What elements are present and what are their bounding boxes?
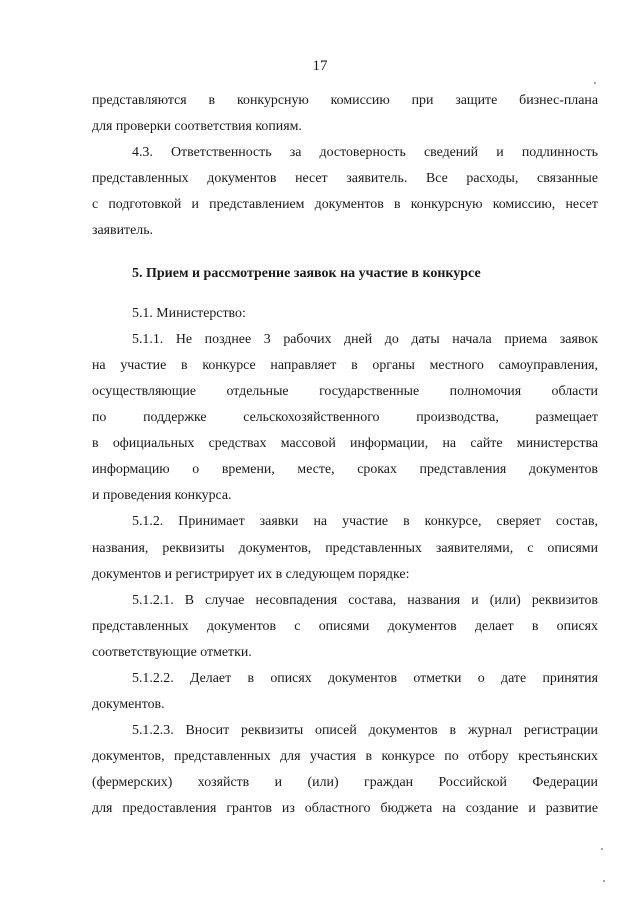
text-line: осуществляющие отдельные государственные полномочия области [92, 383, 598, 399]
paragraph-5-1 [92, 301, 598, 327]
paragraph-5-1-2-2 [92, 666, 598, 718]
text-line: 5.1.2.2. Делает в описях документов отметки о дате принятия [132, 670, 598, 686]
paragraph-continuation [92, 88, 598, 140]
text-line: 5.1. Министерство: [132, 305, 246, 321]
text-line: 5.1.2.1. В случае несовпадения состава, названия и (или) реквизитов [132, 592, 598, 608]
paragraph-5-1-2-1 [92, 588, 598, 666]
section-heading: 5. Прием и рассмотрение заявок на участие в конкурсе [132, 265, 481, 281]
text-line: (фермерских) хозяйств и (или) граждан Российской Федерации [92, 775, 598, 791]
paragraph-5-1-1 [92, 327, 598, 510]
text-line: названия, реквизиты документов, представленных заявителями, с описями [92, 540, 598, 556]
text-line: представленных документов с описями документов делает в описях [92, 618, 598, 634]
text-line: 5.1.2.3. Вносит реквизиты описей документов в журнал регистрации [132, 723, 598, 739]
text-line: документов и регистрирует их в следующем порядке: [92, 566, 410, 582]
text-line: представленных документов несет заявитель. Все расходы, связанные [92, 171, 598, 187]
text-line: с подготовкой и представлением документов в конкурсную комиссию, несет [92, 197, 598, 213]
scan-speck [603, 880, 605, 882]
text-line: для проверки соответствия копиям. [92, 119, 302, 135]
text-line: в официальных средствах массовой информации, на сайте министерства [92, 436, 598, 452]
paragraph-5-1-2 [92, 509, 598, 587]
text-line: 5.1.1. Не позднее 3 рабочих дней до даты начала приема заявок [132, 331, 598, 347]
text-line: для предоставления грантов из областного бюджета на создание и развитие [92, 801, 598, 817]
text-line: информацию о времени, месте, сроках представления документов [92, 462, 598, 478]
text-line: документов. [92, 697, 165, 713]
paragraph-4-3 [92, 140, 598, 244]
text-line: представляются в конкурсную комиссию при защите бизнес-плана [92, 93, 598, 108]
text-line: 4.3. Ответственность за достоверность сведений и подлинность [132, 145, 598, 161]
document-body [92, 88, 598, 823]
text-line: документов, представленных для участия в конкурсе по отбору крестьянских [92, 749, 598, 765]
text-line: по поддержке сельскохозяйственного производства, размещает [92, 410, 598, 426]
scan-speck [594, 82, 596, 84]
page-number: 17 [312, 58, 328, 74]
text-line: заявитель. [92, 223, 154, 239]
text-line: и проведения конкурса. [92, 488, 232, 504]
text-line: на участие в конкурсе направляет в органы местного самоуправления, [92, 357, 598, 373]
scan-speck [601, 848, 603, 850]
text-line: 5.1.2. Принимает заявки на участие в конкурсе, сверяет состав, [132, 514, 598, 530]
paragraph-5-1-2-3 [92, 718, 598, 822]
text-line: соответствующие отметки. [92, 644, 252, 660]
